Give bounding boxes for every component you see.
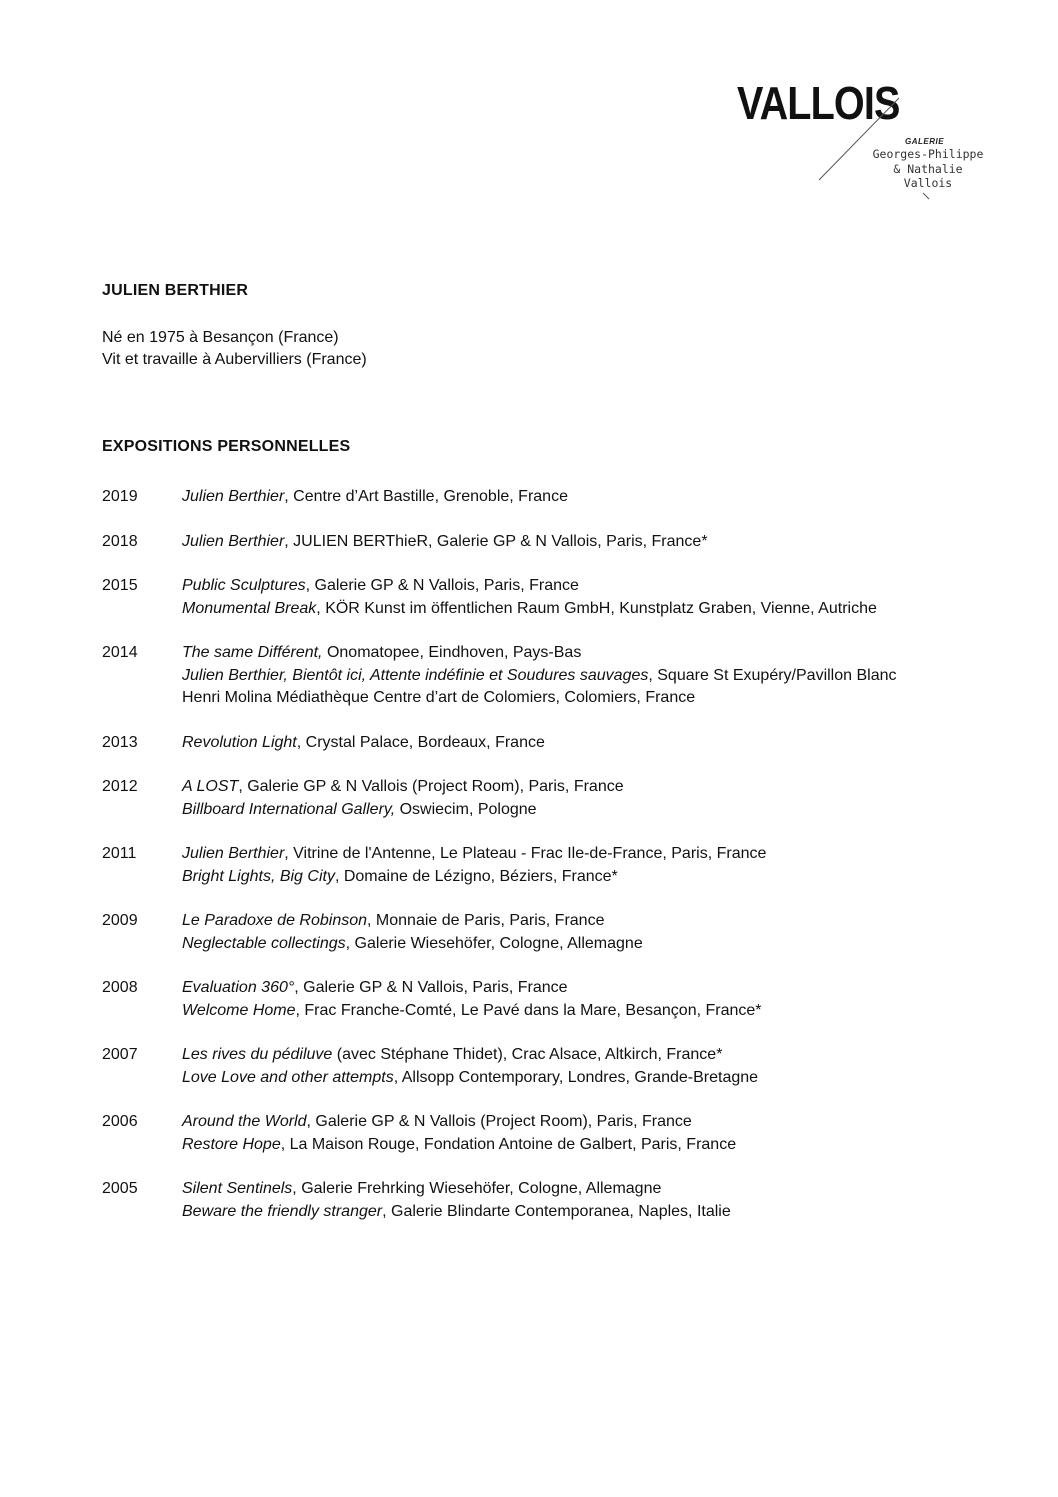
artist-bio [102, 327, 367, 371]
exhibition-title: Public Sculptures [182, 577, 306, 594]
logo-names [864, 147, 992, 191]
exhibition-venue: , Frac Franche-Comté, Le Pavé dans la Mare, Besançon, France* [295, 1001, 762, 1019]
exhibition-year-block [102, 642, 1002, 710]
exhibition-venue: , Galerie Blindarte Contemporanea, Naples, Italie [382, 1202, 731, 1220]
exhibition-year-block [102, 732, 1002, 755]
logo-name-line: Georges-Philippe [872, 147, 984, 161]
exhibition-year-block [102, 531, 1002, 554]
exhibition-title: A LOST [182, 778, 239, 795]
exhibition-venue: , Galerie Frehrking Wiesehöfer, Cologne, Allemagne [292, 1180, 662, 1197]
exhibition-entries [182, 843, 766, 888]
exhibition-entries [182, 776, 624, 821]
exhibition-title: Around the World [182, 1113, 307, 1130]
exhibition-entry [182, 843, 766, 866]
exhibition-venue: , Galerie Wiesehöfer, Cologne, Allemagne [345, 934, 643, 952]
exhibition-entry [182, 933, 643, 956]
exhibition-year-block [102, 486, 1002, 509]
logo-name-line: & Nathalie [893, 161, 963, 176]
exhibition-year: 2011 [102, 845, 137, 862]
exhibition-venue: , La Maison Rouge, Fondation Antoine de Galbert, Paris, France [280, 1135, 737, 1153]
exhibition-year-block [102, 776, 1002, 821]
bio-line: Né en 1975 à Besançon (France) [102, 329, 339, 346]
exhibition-entry [182, 799, 624, 822]
exhibition-entry [182, 1111, 736, 1134]
exhibition-year: 2007 [102, 1046, 138, 1063]
exhibition-title: Revolution Light [182, 733, 297, 751]
exhibition-year: 2014 [102, 644, 138, 661]
exhibition-venue: , Monnaie de Paris, Paris, France [367, 912, 605, 929]
exhibition-year-block [102, 843, 1002, 888]
exhibition-year: 2012 [102, 778, 138, 795]
exhibition-title: Welcome Home [182, 1001, 296, 1019]
exhibition-entry [182, 575, 877, 598]
gallery-logo-wordmark: VALLOIS [737, 77, 900, 129]
exhibition-title: Le Paradoxe de Robinson [182, 912, 368, 929]
exhibition-entry [182, 642, 897, 665]
exhibition-entry [182, 1000, 762, 1023]
exhibition-year: 2009 [102, 912, 138, 929]
exhibition-venue: , Galerie GP & N Vallois (Project Room), Paris, France [306, 1113, 692, 1130]
exhibition-entry [182, 598, 877, 621]
exhibition-venue: , Centre d’Art Bastille, Grenoble, France [284, 488, 568, 505]
exhibition-entry [182, 486, 568, 509]
exhibition-entry [182, 1044, 758, 1067]
exhibition-venue: , JULIEN BERThieR, Galerie GP & N Vallois, Paris, France* [284, 532, 708, 550]
exhibition-year: 2013 [102, 733, 138, 751]
exhibition-entry [182, 866, 766, 889]
exhibition-title: Julien Berthier, Bientôt ici, Attente indéfinie et Soudures sauvages [182, 666, 649, 684]
exhibition-title: Monumental Break [182, 599, 317, 617]
exhibition-entries [182, 1044, 758, 1089]
exhibition-venue: Onomatopee, Eindhoven, Pays-Bas [322, 644, 582, 661]
exhibition-entry [182, 687, 897, 710]
exhibition-year-block [102, 977, 1002, 1022]
exhibition-venue: , Galerie GP & N Vallois (Project Room), Paris, France [238, 778, 624, 795]
exhibition-entry [182, 977, 762, 1000]
exhibition-title: Restore Hope [182, 1135, 281, 1153]
exhibition-entries [182, 486, 568, 509]
exhibition-venue: (avec Stéphane Thidet), Crac Alsace, Altkirch, France* [332, 1046, 723, 1063]
logo-name-line: Vallois [903, 176, 953, 190]
exhibition-venue: , Galerie GP & N Vallois, Paris, France [305, 577, 579, 594]
exhibition-venue: Henri Molina Médiathèque Centre d’art de Colomiers, Colomiers, France [182, 689, 696, 706]
exhibition-year-block [102, 1111, 1002, 1156]
exhibition-entries [182, 642, 897, 710]
exhibition-entry [182, 1201, 731, 1224]
artist-name: JULIEN BERTHIER [102, 282, 249, 299]
exhibition-title: Neglectable collectings [182, 934, 346, 952]
exhibition-venue: , Domaine de Lézigno, Béziers, France* [334, 867, 618, 885]
exhibition-entry [182, 1067, 758, 1090]
exhibition-venue: , Crystal Palace, Bordeaux, France [296, 733, 545, 751]
exhibition-entry [182, 665, 897, 688]
exhibition-entry [182, 1134, 736, 1157]
exhibition-title: Julien Berthier [182, 488, 285, 505]
exhibition-entries [182, 977, 762, 1022]
logo-galerie-label: GALERIE [905, 137, 945, 146]
exhibition-title: Beware the friendly stranger [182, 1202, 383, 1220]
exhibition-venue: , Vitrine de l'Antenne, Le Plateau - Frac Ile-de-France, Paris, France [284, 845, 767, 862]
exhibition-year-block [102, 1044, 1002, 1089]
section-title: EXPOSITIONS PERSONNELLES [102, 438, 351, 455]
exhibition-venue: , KÖR Kunst im öffentlichen Raum GmbH, Kunstplatz Graben, Vienne, Autriche [316, 599, 877, 617]
exhibition-entry [182, 910, 643, 933]
exhibition-entry [182, 1178, 731, 1201]
bio-line: Vit et travaille à Aubervilliers (France) [102, 351, 367, 368]
exhibition-title: Silent Sentinels [182, 1180, 293, 1197]
exhibition-title: Billboard International Gallery, [182, 800, 396, 818]
exhibition-title: Evaluation 360° [182, 979, 295, 996]
logo-tick-icon [922, 192, 930, 200]
exhibition-title: Julien Berthier [182, 532, 285, 550]
exhibition-year: 2015 [102, 577, 138, 594]
exhibition-venue: Oswiecim, Pologne [395, 800, 537, 818]
exhibition-entry [182, 732, 545, 755]
exhibition-venue: , Square St Exupéry/Pavillon Blanc [648, 666, 897, 684]
exhibition-year-block [102, 1178, 1002, 1223]
exhibition-title: Bright Lights, Big City [182, 867, 335, 885]
exhibition-year-block [102, 910, 1002, 955]
exhibition-entry [182, 531, 708, 554]
exhibition-entries [182, 910, 643, 955]
exhibition-title: Love Love and other attempts [182, 1068, 394, 1086]
exhibition-year: 2005 [102, 1180, 138, 1197]
exhibition-year-block [102, 575, 1002, 620]
exhibition-venue: , Galerie GP & N Vallois, Paris, France [294, 979, 568, 996]
exhibition-list [102, 486, 1002, 1245]
exhibition-entries [182, 1178, 731, 1223]
exhibition-entry [182, 776, 624, 799]
exhibition-year: 2019 [102, 488, 138, 505]
exhibition-entries [182, 575, 877, 620]
exhibition-entries [182, 1111, 736, 1156]
exhibition-title: Julien Berthier [182, 845, 285, 862]
exhibition-venue: , Allsopp Contemporary, Londres, Grande-Bretagne [393, 1068, 759, 1086]
exhibition-title: Les rives du pédiluve [182, 1046, 333, 1063]
exhibition-year: 2008 [102, 979, 138, 996]
exhibition-entries [182, 531, 708, 554]
exhibition-year: 2006 [102, 1113, 138, 1130]
exhibition-entries [182, 732, 545, 755]
exhibition-title: The same Différent, [182, 644, 323, 661]
exhibition-year: 2018 [102, 532, 138, 550]
